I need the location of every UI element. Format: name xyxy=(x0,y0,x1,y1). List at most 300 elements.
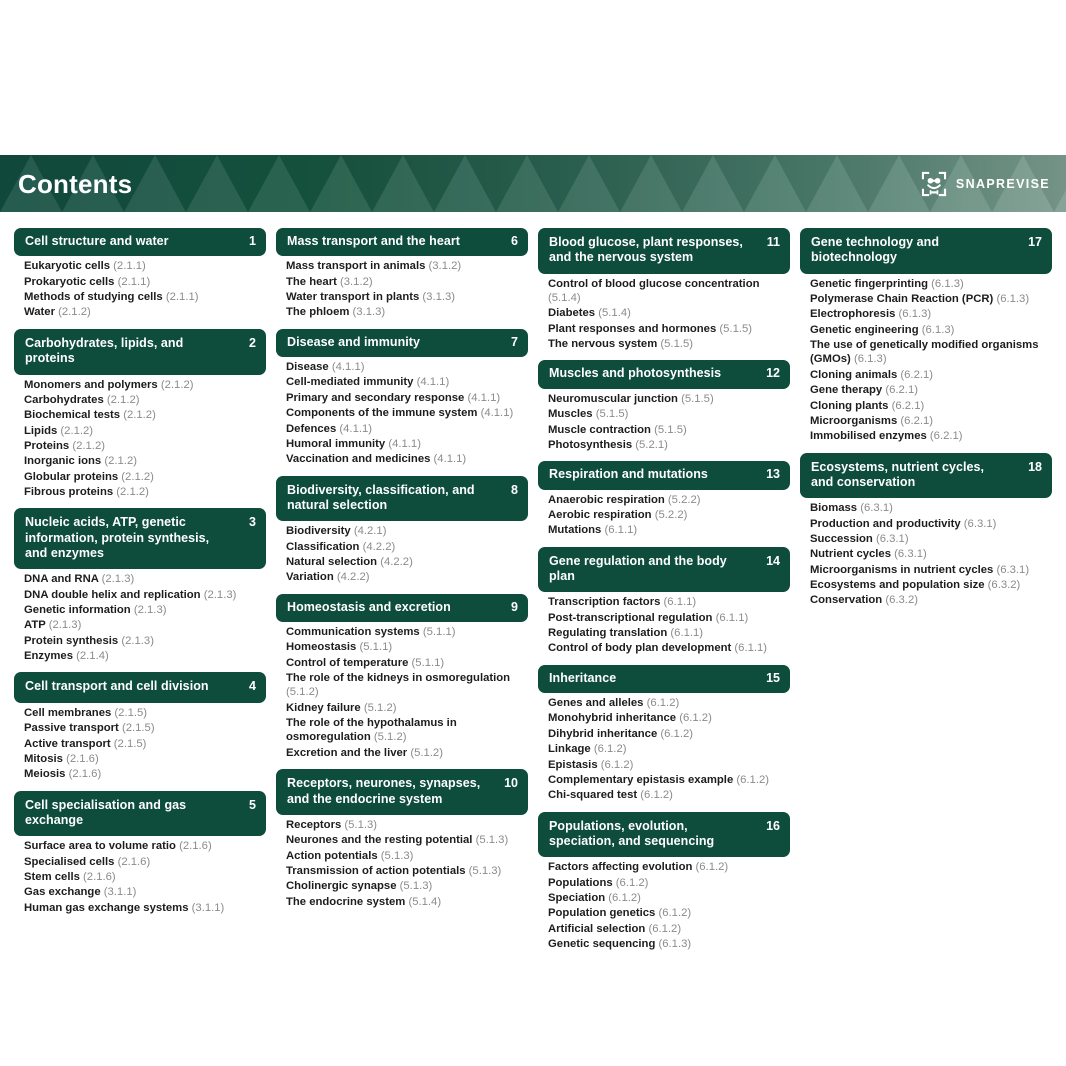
topic-item[interactable] xyxy=(548,906,788,920)
topic-spec-code: (3.1.3) xyxy=(422,291,456,304)
contents-section xyxy=(538,812,790,952)
topic-item[interactable] xyxy=(548,392,788,406)
topic-spec-code: (6.1.2) xyxy=(679,712,712,725)
contents-section xyxy=(276,228,528,320)
topic-name: Genetic fingerprinting xyxy=(810,277,928,290)
topic-spec-code: (2.1.2) xyxy=(104,455,137,468)
topic-item[interactable] xyxy=(548,493,788,507)
topic-name: Conservation xyxy=(810,594,883,607)
topic-name: Proteins xyxy=(24,439,70,452)
topic-spec-code: (5.1.2) xyxy=(410,746,443,759)
topic-item[interactable] xyxy=(810,399,1050,413)
topic-item[interactable] xyxy=(810,383,1050,397)
topic-name: Components of the immune system xyxy=(286,407,478,420)
topic-spec-code: (6.1.1) xyxy=(734,642,768,655)
topic-list xyxy=(800,501,1052,607)
topic-spec-code: (2.1.6) xyxy=(68,768,102,781)
topic-name: Action potentials xyxy=(286,849,378,862)
topic-spec-code: (6.1.3) xyxy=(658,938,692,950)
topic-item[interactable] xyxy=(548,937,788,951)
topic-item[interactable] xyxy=(548,922,788,936)
section-page-number: 18 xyxy=(1028,459,1042,474)
topic-list xyxy=(538,696,790,802)
brand-wordmark: SNAPREVISE xyxy=(955,176,1050,191)
topic-item[interactable] xyxy=(24,752,264,766)
topic-name: Photosynthesis xyxy=(548,438,633,451)
topic-item[interactable] xyxy=(286,879,526,893)
topic-item[interactable] xyxy=(548,508,788,522)
contents-column xyxy=(14,228,266,916)
topic-item[interactable] xyxy=(286,746,526,760)
topic-item[interactable] xyxy=(24,839,264,853)
topic-spec-code: (5.1.3) xyxy=(475,834,509,847)
topic-item[interactable] xyxy=(548,742,788,756)
contents-section xyxy=(538,665,790,803)
topic-name: Genetic information xyxy=(24,604,131,617)
topic-name: Human gas exchange systems xyxy=(24,901,189,914)
section-header-17[interactable] xyxy=(800,228,1052,274)
topic-spec-code: (4.1.1) xyxy=(480,407,514,420)
topic-item[interactable] xyxy=(286,422,526,436)
section-header-8[interactable] xyxy=(276,476,528,522)
topic-item[interactable] xyxy=(286,360,526,374)
topic-item[interactable] xyxy=(24,259,264,273)
contents-columns xyxy=(0,228,1066,952)
topic-list xyxy=(14,839,266,915)
topic-item[interactable] xyxy=(286,640,526,654)
section-title: Receptors, neurones, synapses, and the endocrine system xyxy=(287,776,481,806)
topic-item[interactable] xyxy=(810,593,1050,607)
topic-spec-code: (2.1.2) xyxy=(60,424,94,437)
section-header-10[interactable] xyxy=(276,769,528,815)
section-header-16[interactable] xyxy=(538,812,790,858)
section-header-14[interactable] xyxy=(538,547,790,593)
topic-spec-code: (5.1.1) xyxy=(411,656,445,669)
topic-name: Protein synthesis xyxy=(24,634,119,647)
topic-name: Methods of studying cells xyxy=(24,291,163,304)
topic-item[interactable] xyxy=(810,338,1050,367)
topic-spec-code: (4.1.1) xyxy=(416,376,450,389)
topic-item[interactable] xyxy=(286,437,526,451)
section-header-18[interactable] xyxy=(800,453,1052,499)
topic-item[interactable] xyxy=(810,277,1050,291)
topic-spec-code: (4.1.1) xyxy=(388,437,421,450)
topic-list xyxy=(538,392,790,452)
topic-item[interactable] xyxy=(286,555,526,569)
topic-item[interactable] xyxy=(810,547,1050,561)
topic-name: Prokaryotic cells xyxy=(24,275,115,288)
contents-section xyxy=(14,672,266,781)
section-header-11[interactable] xyxy=(538,228,790,274)
topic-list xyxy=(14,572,266,663)
topic-spec-code: (2.1.6) xyxy=(83,870,116,883)
topic-item[interactable] xyxy=(810,578,1050,592)
section-header-13[interactable] xyxy=(538,461,790,489)
topic-item[interactable] xyxy=(810,292,1050,306)
topic-name: Microorganisms in nutrient cycles xyxy=(810,563,994,576)
topic-item[interactable] xyxy=(810,429,1050,443)
section-title: Mass transport and the heart xyxy=(287,234,460,248)
topic-name: Active transport xyxy=(24,737,111,750)
topic-item[interactable] xyxy=(24,588,264,602)
topic-spec-code: (3.1.1) xyxy=(103,886,137,899)
topic-list xyxy=(14,259,266,319)
topic-item[interactable] xyxy=(548,727,788,741)
contents-section xyxy=(800,228,1052,444)
topic-spec-code: (3.1.1) xyxy=(191,901,225,914)
topic-spec-code: (6.2.1) xyxy=(929,430,963,443)
topic-list xyxy=(276,360,528,466)
topic-item[interactable] xyxy=(548,523,788,537)
topic-item[interactable] xyxy=(810,517,1050,531)
topic-name: Meiosis xyxy=(24,768,66,781)
topic-item[interactable] xyxy=(548,423,788,437)
section-page-number: 5 xyxy=(249,797,256,812)
topic-item[interactable] xyxy=(24,855,264,869)
topic-name: Linkage xyxy=(548,743,591,756)
topic-spec-code: (6.1.2) xyxy=(660,727,694,740)
topic-item[interactable] xyxy=(286,701,526,715)
topic-name: Defences xyxy=(286,422,337,435)
topic-item[interactable] xyxy=(548,758,788,772)
contents-section xyxy=(276,594,528,760)
topic-item[interactable] xyxy=(24,378,264,392)
topic-spec-code: (5.1.4) xyxy=(598,307,631,320)
topic-spec-code: (6.1.2) xyxy=(600,758,634,771)
topic-name: Excretion and the liver xyxy=(286,746,408,759)
section-title: Biodiversity, classification, and natural selection xyxy=(287,482,475,512)
topic-item[interactable] xyxy=(24,454,264,468)
topic-name: Genetic engineering xyxy=(810,323,919,336)
topic-item[interactable] xyxy=(286,524,526,538)
topic-name: Post-transcriptional regulation xyxy=(548,611,713,624)
contents-section xyxy=(276,769,528,909)
topic-name: Eukaryotic cells xyxy=(24,260,111,273)
topic-name: Muscles xyxy=(548,408,593,421)
section-title: Inheritance xyxy=(549,670,617,685)
topic-spec-code: (6.2.1) xyxy=(891,399,925,412)
topic-item[interactable] xyxy=(24,408,264,422)
topic-spec-code: (2.1.3) xyxy=(203,588,237,601)
topic-item[interactable] xyxy=(548,860,788,874)
topic-name: Inorganic ions xyxy=(24,455,102,468)
topic-item[interactable] xyxy=(548,641,788,655)
topic-spec-code: (5.1.3) xyxy=(344,818,378,831)
topic-item[interactable] xyxy=(24,603,264,617)
topic-item[interactable] xyxy=(24,721,264,735)
topic-spec-code: (6.2.1) xyxy=(900,368,934,381)
topic-name: Disease xyxy=(286,361,329,374)
topic-item[interactable] xyxy=(24,649,264,663)
topic-item[interactable] xyxy=(548,306,788,320)
topic-spec-code: (5.1.5) xyxy=(654,423,687,436)
topic-name: Kidney failure xyxy=(286,701,361,714)
topic-name: Biochemical tests xyxy=(24,409,121,422)
topic-item[interactable] xyxy=(548,696,788,710)
topic-item[interactable] xyxy=(548,773,788,787)
topic-name: Transmission of action potentials xyxy=(286,864,466,877)
topic-spec-code: (3.1.3) xyxy=(352,306,386,319)
topic-name: Control of body plan development xyxy=(548,642,732,655)
topic-spec-code: (5.2.2) xyxy=(667,493,701,506)
contents-section xyxy=(538,461,790,537)
topic-name: Cell-mediated immunity xyxy=(286,376,414,389)
topic-spec-code: (5.1.5) xyxy=(660,338,694,351)
topic-name: DNA double helix and replication xyxy=(24,588,201,601)
topic-item[interactable] xyxy=(286,391,526,405)
topic-spec-code: (5.1.2) xyxy=(363,701,397,714)
topic-name: Populations xyxy=(548,876,613,889)
topic-item[interactable] xyxy=(24,618,264,632)
topic-spec-code: (5.1.2) xyxy=(286,686,319,699)
section-header-12[interactable] xyxy=(538,360,790,388)
topic-spec-code: (6.2.1) xyxy=(900,414,934,427)
topic-spec-code: (6.2.1) xyxy=(885,384,918,397)
topic-name: Gas exchange xyxy=(24,886,101,899)
topic-item[interactable] xyxy=(286,305,526,319)
topic-item[interactable] xyxy=(286,895,526,909)
contents-section xyxy=(14,329,266,500)
section-header-3[interactable] xyxy=(14,508,266,569)
topic-spec-code: (6.1.3) xyxy=(996,293,1030,306)
topic-list xyxy=(276,259,528,319)
contents-section xyxy=(14,508,266,663)
topic-name: Nutrient cycles xyxy=(810,548,891,561)
topic-list xyxy=(538,493,790,538)
contents-section xyxy=(276,329,528,467)
topic-item[interactable] xyxy=(286,290,526,304)
topic-item[interactable] xyxy=(286,375,526,389)
topic-spec-code: (5.1.3) xyxy=(468,864,502,877)
topic-spec-code: (6.1.2) xyxy=(695,861,729,874)
topic-name: Homeostasis xyxy=(286,641,357,654)
topic-item[interactable] xyxy=(24,424,264,438)
topic-name: Control of temperature xyxy=(286,656,409,669)
topic-name: Carbohydrates xyxy=(24,393,104,406)
topic-item[interactable] xyxy=(24,634,264,648)
topic-item[interactable] xyxy=(286,275,526,289)
topic-spec-code: (6.3.1) xyxy=(875,532,909,545)
topic-item[interactable] xyxy=(24,290,264,304)
topic-name: Communication systems xyxy=(286,626,420,639)
topic-item[interactable] xyxy=(548,626,788,640)
topic-item[interactable] xyxy=(548,595,788,609)
topic-name: Mitosis xyxy=(24,752,63,765)
topic-name: The use of genetically modified organisms (GMOs) xyxy=(810,339,1039,366)
topic-name: Aerobic respiration xyxy=(548,508,652,521)
topic-name: Fibrous proteins xyxy=(24,485,114,498)
topic-item[interactable] xyxy=(810,532,1050,546)
topic-item[interactable] xyxy=(548,277,788,306)
topic-name: Speciation xyxy=(548,891,606,904)
section-header-4[interactable] xyxy=(14,672,266,702)
contents-header-banner xyxy=(0,155,1066,212)
topic-spec-code: (6.3.1) xyxy=(996,563,1030,576)
topic-item[interactable] xyxy=(24,870,264,884)
topic-item[interactable] xyxy=(548,876,788,890)
topic-item[interactable] xyxy=(286,259,526,273)
contents-section xyxy=(14,228,266,320)
topic-item[interactable] xyxy=(24,706,264,720)
topic-item[interactable] xyxy=(548,611,788,625)
topic-item[interactable] xyxy=(548,711,788,725)
topic-name: Immobilised enzymes xyxy=(810,430,927,443)
topic-name: Receptors xyxy=(286,818,342,831)
topic-item[interactable] xyxy=(286,849,526,863)
topic-item[interactable] xyxy=(286,818,526,832)
section-page-number: 13 xyxy=(766,467,780,482)
contents-column xyxy=(800,228,1052,609)
section-header-2[interactable] xyxy=(14,329,266,375)
topic-spec-code: (6.3.2) xyxy=(987,579,1021,591)
topic-name: Anaerobic respiration xyxy=(548,493,665,506)
topic-spec-code: (2.1.6) xyxy=(66,752,99,765)
topic-item[interactable] xyxy=(548,322,788,336)
topic-item[interactable] xyxy=(810,563,1050,577)
section-page-number: 2 xyxy=(249,335,256,350)
topic-spec-code: (2.1.3) xyxy=(48,619,82,632)
topic-item[interactable] xyxy=(548,407,788,421)
topic-item[interactable] xyxy=(24,393,264,407)
topic-item[interactable] xyxy=(286,716,526,745)
topic-item[interactable] xyxy=(24,572,264,586)
topic-spec-code: (2.1.1) xyxy=(117,275,151,288)
section-page-number: 10 xyxy=(504,776,518,791)
topic-spec-code: (5.1.3) xyxy=(399,880,433,893)
topic-name: Classification xyxy=(286,540,360,553)
topic-name: The nervous system xyxy=(548,338,658,351)
topic-spec-code: (6.1.1) xyxy=(715,611,749,624)
topic-item[interactable] xyxy=(548,788,788,802)
topic-item[interactable] xyxy=(24,737,264,751)
topic-item[interactable] xyxy=(810,501,1050,515)
topic-name: Primary and secondary response xyxy=(286,391,465,404)
topic-item[interactable] xyxy=(286,833,526,847)
topic-spec-code: (6.3.1) xyxy=(894,548,927,561)
section-page-number: 1 xyxy=(249,234,256,248)
section-header-15[interactable] xyxy=(538,665,790,693)
topic-spec-code: (6.3.1) xyxy=(860,502,893,515)
topic-item[interactable] xyxy=(810,368,1050,382)
topic-item[interactable] xyxy=(24,305,264,319)
topic-spec-code: (2.1.2) xyxy=(160,378,194,391)
topic-name: The heart xyxy=(286,275,337,288)
topic-name: Regulating translation xyxy=(548,627,668,640)
section-page-number: 4 xyxy=(249,679,256,694)
topic-spec-code: (4.2.2) xyxy=(336,571,370,584)
topic-spec-code: (2.1.4) xyxy=(76,650,109,663)
topic-item[interactable] xyxy=(286,406,526,420)
section-page-number: 6 xyxy=(511,234,518,248)
section-title: Populations, evolution, speciation, and sequencing xyxy=(549,818,715,848)
topic-spec-code: (6.1.2) xyxy=(593,743,627,756)
section-page-number: 3 xyxy=(249,515,256,530)
topic-item[interactable] xyxy=(286,452,526,466)
contents-section xyxy=(538,228,790,351)
topic-name: Biodiversity xyxy=(286,525,351,538)
topic-name: Chi-squared test xyxy=(548,789,638,802)
topic-item[interactable] xyxy=(286,625,526,639)
topic-item[interactable] xyxy=(24,485,264,499)
section-title: Carbohydrates, lipids, and proteins xyxy=(25,335,184,366)
topic-list xyxy=(800,277,1052,444)
topic-name: ATP xyxy=(24,619,46,632)
contents-section xyxy=(538,547,790,656)
topic-name: Transcription factors xyxy=(548,596,661,609)
topic-spec-code: (5.1.1) xyxy=(422,626,456,639)
topic-spec-code: (4.2.1) xyxy=(353,525,387,538)
topic-item[interactable] xyxy=(286,570,526,584)
topic-spec-code: (3.1.2) xyxy=(428,260,462,273)
topic-name: Gene therapy xyxy=(810,384,883,397)
topic-item[interactable] xyxy=(24,439,264,453)
topic-name: Water xyxy=(24,306,55,319)
section-title: Cell structure and water xyxy=(25,234,169,248)
section-header-6[interactable] xyxy=(276,228,528,256)
topic-item[interactable] xyxy=(810,414,1050,428)
topic-item[interactable] xyxy=(810,307,1050,321)
topic-item[interactable] xyxy=(286,540,526,554)
topic-item[interactable] xyxy=(548,438,788,452)
topic-spec-code: (2.1.5) xyxy=(113,737,147,750)
topic-item[interactable] xyxy=(810,323,1050,337)
section-header-7[interactable] xyxy=(276,329,528,357)
topic-list xyxy=(538,860,790,951)
topic-name: Cloning plants xyxy=(810,399,889,412)
topic-spec-code: (6.1.2) xyxy=(608,891,641,904)
topic-item[interactable] xyxy=(286,656,526,670)
topic-spec-code: (2.1.6) xyxy=(179,840,212,853)
topic-spec-code: (2.1.3) xyxy=(133,604,167,617)
section-header-9[interactable] xyxy=(276,594,528,622)
contents-section xyxy=(538,360,790,452)
snaprevise-face-bracket-icon xyxy=(921,171,947,197)
topic-spec-code: (5.1.2) xyxy=(373,731,407,744)
topic-name: Genes and alleles xyxy=(548,697,644,710)
topic-spec-code: (5.1.1) xyxy=(359,641,393,654)
topic-item[interactable] xyxy=(24,885,264,899)
topic-spec-code: (4.1.1) xyxy=(433,453,467,466)
topic-spec-code: (6.1.1) xyxy=(604,524,638,537)
topic-name: Factors affecting evolution xyxy=(548,861,693,874)
topic-item[interactable] xyxy=(548,337,788,351)
section-title: Cell transport and cell division xyxy=(25,679,209,694)
topic-name: Muscle contraction xyxy=(548,423,651,436)
topic-name: Mass transport in animals xyxy=(286,260,426,273)
topic-item[interactable] xyxy=(286,671,526,700)
topic-name: Specialised cells xyxy=(24,855,115,868)
section-header-1[interactable] xyxy=(14,228,266,256)
topic-item[interactable] xyxy=(548,891,788,905)
topic-spec-code: (2.1.1) xyxy=(113,260,146,273)
topic-spec-code: (2.1.5) xyxy=(121,722,155,735)
topic-item[interactable] xyxy=(24,275,264,289)
topic-item[interactable] xyxy=(24,470,264,484)
topic-item[interactable] xyxy=(24,901,264,915)
topic-spec-code: (6.1.2) xyxy=(646,697,680,710)
topic-item[interactable] xyxy=(286,864,526,878)
topic-spec-code: (2.1.2) xyxy=(106,393,140,406)
topic-name: Electrophoresis xyxy=(810,308,896,321)
section-title: Gene technology and biotechnology xyxy=(811,235,940,265)
section-page-number: 11 xyxy=(766,235,780,249)
topic-item[interactable] xyxy=(24,767,264,781)
section-page-number: 9 xyxy=(511,599,518,614)
topic-spec-code: (2.1.1) xyxy=(165,291,199,304)
topic-name: Enzymes xyxy=(24,650,73,663)
section-header-5[interactable] xyxy=(14,791,266,837)
topic-name: Plant responses and hormones xyxy=(548,322,717,335)
